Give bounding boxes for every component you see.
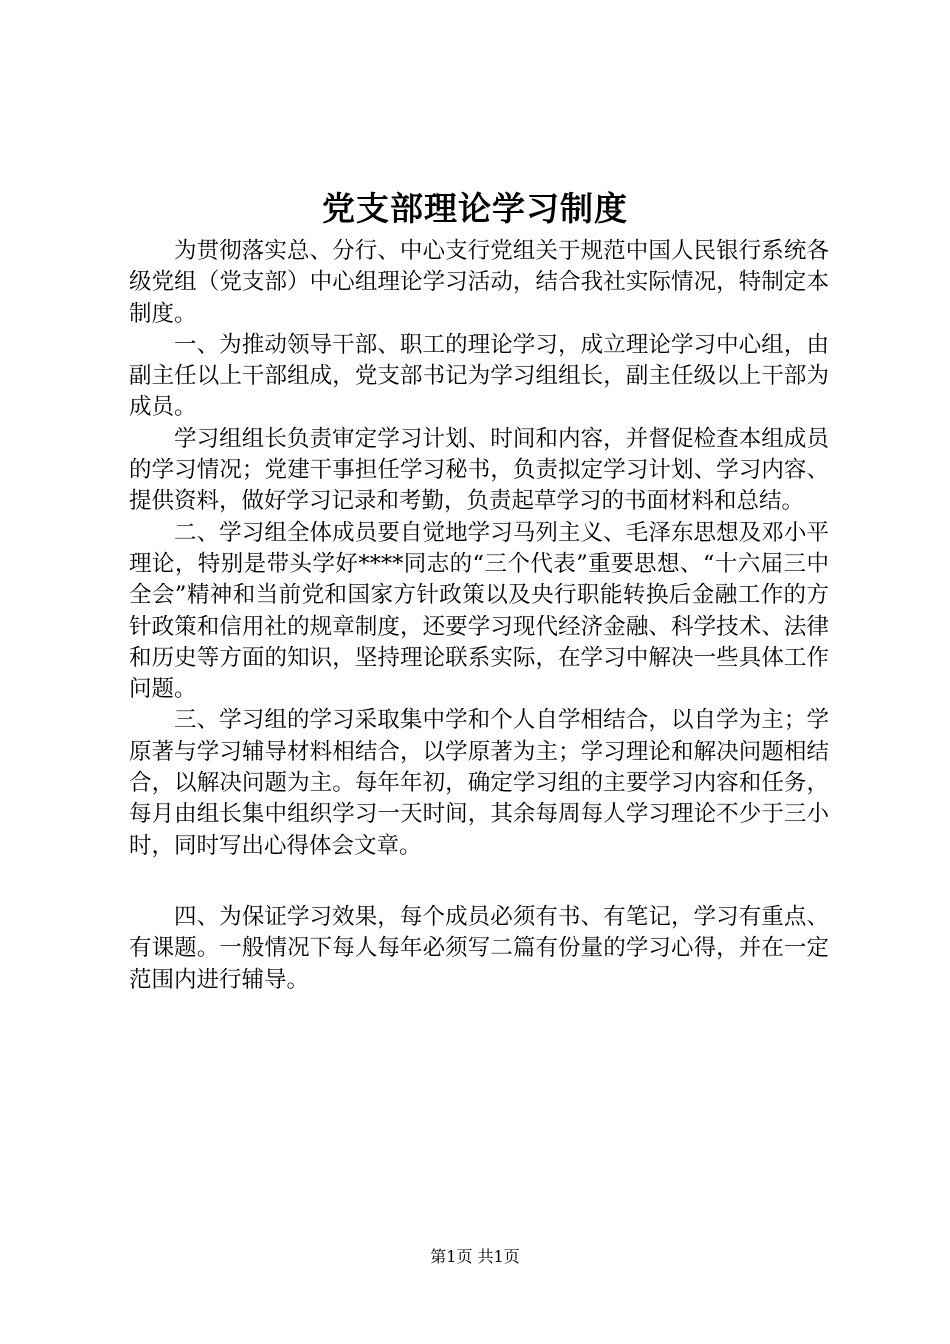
paragraph-section-1-detail: 学习组组长负责审定学习计划、时间和内容，并督促检查本组成员的学习情况；党建干事担任学习秘书，负责拟定学习计划、学习内容、提供资料，做好学习记录和考勤，负责起草学习的书面材料和总结。 [129,425,829,515]
paragraph-section-2: 二、学习组全体成员要自觉地学习马列主义、毛泽东思想及邓小平理论，特别是带头学好****同志的“三个代表”重要思想、“十六届三中全会”精神和当前党和国家方针政策以及央行职能转换后金融工作的方针政策和信用社的规章制度，还要学习现代经济金融、科学技术、法律和历史等方面的知识，坚持理论联系实际，在学习中解决一些具体工作问题。 [129,519,829,703]
page-number-footer: 第1页 共1页 [430,1247,520,1266]
paragraph-section-4: 四、为保证学习效果，每个成员必须有书、有笔记，学习有重点、有课题。一般情况下每人每年必须写二篇有份量的学习心得，并在一定范围内进行辅导。 [129,903,829,993]
document-title: 党支部理论学习制度 [322,189,628,228]
paragraph-section-3: 三、学习组的学习采取集中学和个人自学相结合，以自学为主；学原著与学习辅导材料相结合，以学原著为主；学习理论和解决问题相结合，以解决问题为主。每年年初，确定学习组的主要学习内容和任务，每月由组长集中组织学习一天时间，其余每周每人学习理论不少于三小时，同时写出心得体会文章。 [129,707,829,859]
paragraph-intro: 为贯彻落实总、分行、中心支行党组关于规范中国人民银行系统各级党组（党支部）中心组理论学习活动，结合我社实际情况，特制定本制度。 [129,238,829,327]
document-body [129,236,829,996]
paragraph-section-1: 一、为推动领导干部、职工的理论学习，成立理论学习中心组，由副主任以上干部组成，党支部书记为学习组组长，副主任级以上干部为成员。 [129,331,829,421]
